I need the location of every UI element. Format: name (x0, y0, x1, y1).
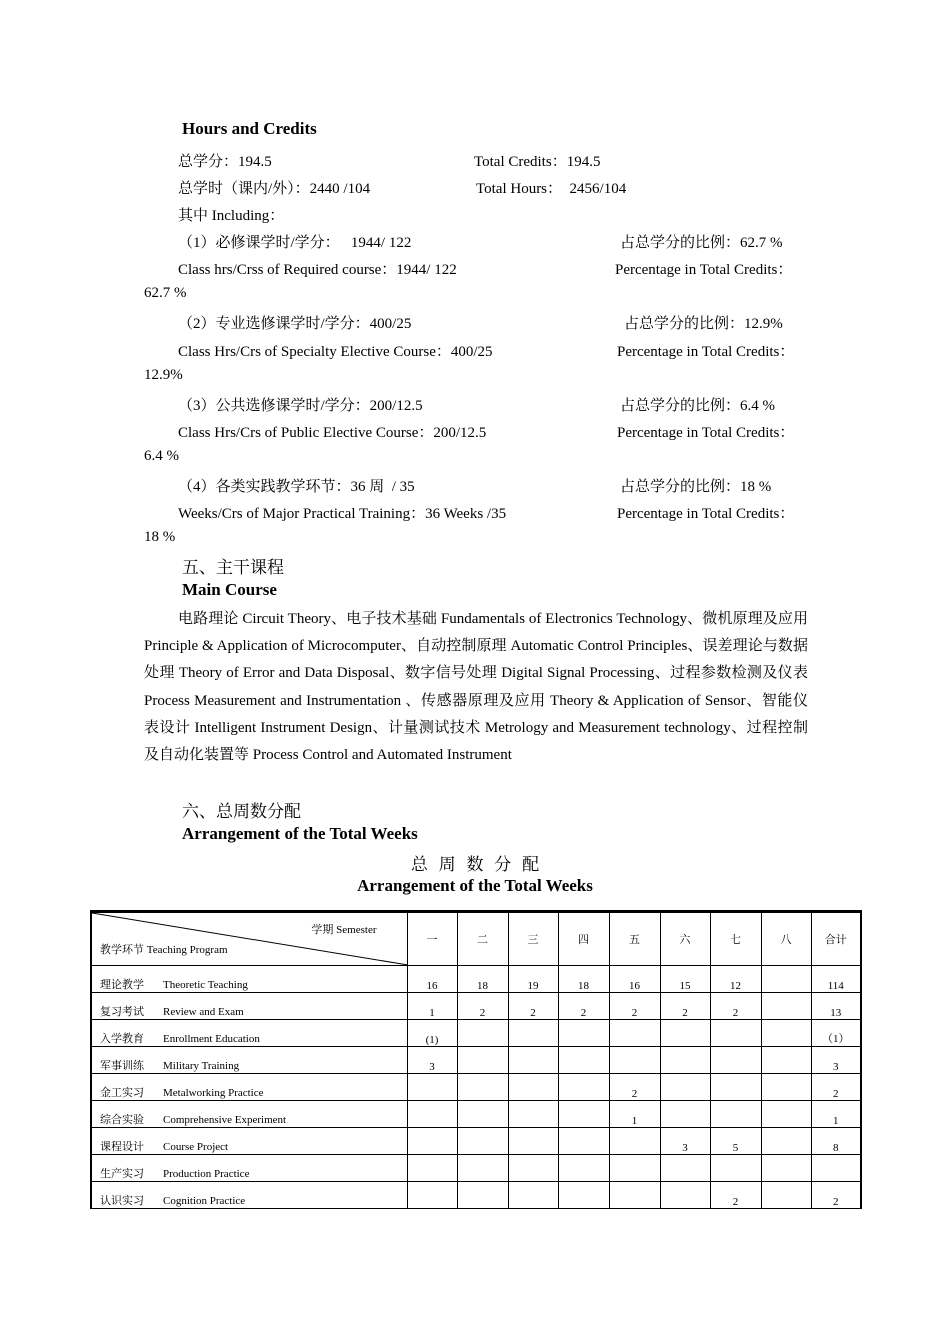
week-cell (761, 1020, 811, 1047)
week-cell (558, 1128, 609, 1155)
main-course-heading-cn: 五、主干课程 (182, 558, 284, 578)
row-label (91, 1155, 407, 1182)
credit-item-en: Class Hrs/Crs of Public Elective Course：200/12.5 (178, 425, 487, 441)
week-cell: 3 (407, 1047, 457, 1074)
week-cell (508, 1101, 558, 1128)
table-row (91, 966, 861, 993)
main-course-heading-en: Main Course (182, 580, 277, 599)
semester-header: 八 (761, 912, 811, 966)
credit-item-pct-value: 6.4 % (144, 448, 179, 464)
total-cell: （1） (811, 1020, 861, 1047)
row-label (91, 1047, 407, 1074)
credit-item-pct-value: 18 % (144, 529, 176, 545)
credit-item-pct-cn: 占总学分的比例：6.4 % (620, 398, 775, 414)
semester-header: 六 (660, 912, 710, 966)
row-label-cn: 认识实习 (100, 1195, 144, 1207)
row-label (91, 1101, 407, 1128)
weeks-table (90, 910, 862, 1209)
week-cell: 3 (660, 1128, 710, 1155)
credit-item-pct-value: 62.7 % (144, 285, 187, 301)
row-label-cn: 军事训练 (100, 1060, 144, 1072)
week-cell (558, 1074, 609, 1101)
week-cell (660, 1074, 710, 1101)
semester-header: 二 (457, 912, 508, 966)
row-label-en: Comprehensive Experiment (163, 1114, 287, 1126)
table-row (91, 1182, 861, 1209)
week-cell (457, 1047, 508, 1074)
week-cell: 1 (609, 1101, 660, 1128)
total-cell: 8 (811, 1128, 861, 1155)
week-cell: 2 (558, 993, 609, 1020)
week-cell: 12 (710, 966, 761, 993)
row-label (91, 1020, 407, 1047)
week-cell (609, 1020, 660, 1047)
week-cell (508, 1182, 558, 1209)
arrangement-heading-en: Arrangement of the Total Weeks (182, 824, 418, 843)
total-hours-en: Total Hours： 2456/104 (476, 181, 627, 197)
week-cell: 1 (407, 993, 457, 1020)
credit-item-pct-value: 12.9% (144, 367, 183, 383)
diagonal-header-cell (91, 912, 407, 966)
total-cell: 1 (811, 1101, 861, 1128)
row-label-cn: 理论教学 (100, 979, 144, 991)
table-row (91, 1155, 861, 1182)
row-label-cn: 复习考试 (100, 1006, 144, 1018)
credit-item-pct-cn: 占总学分的比例：12.9% (624, 316, 783, 332)
week-cell: (1) (407, 1020, 457, 1047)
week-cell (761, 966, 811, 993)
credit-item-en: Class hrs/Crss of Required course：1944/ 122 (178, 262, 457, 278)
week-cell (558, 1182, 609, 1209)
week-cell (508, 1128, 558, 1155)
row-label-cn: 综合实验 (100, 1114, 144, 1126)
semester-header: 一 (407, 912, 457, 966)
total-hours-cn: 总学时（课内/外）：2440 /104 (178, 181, 371, 197)
row-label (91, 1074, 407, 1101)
row-label-en: Cognition Practice (163, 1195, 246, 1207)
table-row (91, 1101, 861, 1128)
row-label-en: Production Practice (163, 1168, 250, 1180)
week-cell (761, 1155, 811, 1182)
week-cell (710, 1020, 761, 1047)
week-cell (558, 1047, 609, 1074)
week-cell (508, 1074, 558, 1101)
semester-header: 四 (558, 912, 609, 966)
table-row (91, 993, 861, 1020)
week-cell (407, 1155, 457, 1182)
week-cell (407, 1182, 457, 1209)
credit-item-pct-en: Percentage in Total Credits： (617, 425, 795, 441)
week-cell (710, 1155, 761, 1182)
table-row (91, 1020, 861, 1047)
row-label-en: Military Training (163, 1060, 240, 1072)
week-cell (710, 1047, 761, 1074)
week-cell (558, 1020, 609, 1047)
week-cell: 16 (407, 966, 457, 993)
row-label (91, 966, 407, 993)
row-label-en: Metalworking Practice (163, 1087, 264, 1099)
week-cell: 5 (710, 1128, 761, 1155)
header-semester: 学期 Semester (311, 924, 377, 936)
week-cell (660, 1101, 710, 1128)
credit-item-en: Weeks/Crs of Major Practical Training：36 Weeks /35 (178, 506, 507, 522)
week-cell (407, 1128, 457, 1155)
credit-item-pct-en: Percentage in Total Credits： (615, 262, 793, 278)
week-cell (761, 1182, 811, 1209)
arrangement-heading-cn: 六、总周数分配 (182, 802, 301, 822)
semester-header: 三 (508, 912, 558, 966)
row-label-cn: 课程设计 (100, 1141, 144, 1153)
table-row (91, 1074, 861, 1101)
credit-item-pct-en: Percentage in Total Credits： (617, 506, 795, 522)
week-cell (558, 1155, 609, 1182)
total-cell (811, 1155, 861, 1182)
credit-item-pct-cn: 占总学分的比例：18 % (620, 479, 772, 495)
credit-item-cn: （1）必修课学时/学分： 1944/ 122 (178, 235, 412, 251)
week-cell (407, 1101, 457, 1128)
week-cell (457, 1155, 508, 1182)
main-course-text: 电路理论 Circuit Theory、电子技术基础 Fundamentals of Electronics Technology、微机原理及应用 Principle & Application of Microcomputer、自动控制原理 Automatic Control Principles、误差理论与数据处理 Theory of Error and Data Disposal、数字信号处理 Digital Signal Processing、过程参数检测及仪表 Process Measurement and Instrumentation 、传感器原理及应用 Theory & Application of Sensor、智能仪表设计 Intelligent Instrument Design、计量测试技术 Metrology and Measurement technology、过程控制及自动化装置等 Process Control and Automated Instrument (144, 611, 808, 764)
table-title-cn: 总 周 数 分 配 (410, 855, 540, 875)
semester-header: 五 (609, 912, 660, 966)
row-label-en: Course Project (163, 1141, 229, 1153)
total-cell: 3 (811, 1047, 861, 1074)
week-cell: 18 (457, 966, 508, 993)
semester-header: 七 (710, 912, 761, 966)
week-cell (457, 1020, 508, 1047)
week-cell: 16 (609, 966, 660, 993)
week-cell (508, 1155, 558, 1182)
table-header-row (91, 912, 861, 966)
week-cell: 2 (609, 1074, 660, 1101)
week-cell (609, 1182, 660, 1209)
week-cell: 15 (660, 966, 710, 993)
week-cell (558, 1101, 609, 1128)
week-cell (761, 993, 811, 1020)
week-cell (609, 1128, 660, 1155)
row-label (91, 993, 407, 1020)
week-cell: 18 (558, 966, 609, 993)
credit-item-cn: （2）专业选修课学时/学分：400/25 (178, 316, 412, 332)
week-cell (508, 1020, 558, 1047)
row-label-en: Enrollment Education (163, 1033, 260, 1045)
week-cell (710, 1074, 761, 1101)
total-cell: 114 (811, 966, 861, 993)
credit-item-cn: （4）各类实践教学环节：36 周 / 35 (178, 479, 415, 495)
credit-item-pct-cn: 占总学分的比例：62.7 % (620, 235, 783, 251)
row-label (91, 1128, 407, 1155)
row-label-cn: 生产实习 (100, 1168, 144, 1180)
week-cell: 2 (457, 993, 508, 1020)
week-cell (457, 1182, 508, 1209)
week-cell: 2 (508, 993, 558, 1020)
row-label-cn: 金工实习 (100, 1087, 144, 1099)
table-row (91, 1128, 861, 1155)
row-label-cn: 入学教育 (100, 1033, 144, 1045)
credit-item-cn: （3）公共选修课学时/学分：200/12.5 (178, 398, 423, 414)
including-label: 其中 Including： (178, 208, 285, 224)
total-credits-cn: 总学分：194.5 (178, 154, 272, 170)
week-cell (660, 1182, 710, 1209)
week-cell (609, 1047, 660, 1074)
week-cell (761, 1047, 811, 1074)
row-label (91, 1182, 407, 1209)
hours-credits-heading: Hours and Credits (182, 119, 317, 138)
credit-item-pct-en: Percentage in Total Credits： (617, 344, 795, 360)
week-cell (457, 1128, 508, 1155)
week-cell (660, 1155, 710, 1182)
week-cell (457, 1074, 508, 1101)
total-header: 合计 (811, 912, 861, 966)
table-title-en: Arrangement of the Total Weeks (357, 876, 593, 895)
total-cell: 2 (811, 1182, 861, 1209)
table-row (91, 1047, 861, 1074)
week-cell (407, 1074, 457, 1101)
total-cell: 2 (811, 1074, 861, 1101)
week-cell: 2 (609, 993, 660, 1020)
row-label-en: Review and Exam (163, 1006, 244, 1018)
week-cell (660, 1047, 710, 1074)
week-cell: 2 (710, 1182, 761, 1209)
total-credits-en: Total Credits：194.5 (474, 154, 601, 170)
week-cell (710, 1101, 761, 1128)
header-program: 教学环节 Teaching Program (100, 944, 228, 956)
week-cell (508, 1047, 558, 1074)
credit-item-en: Class Hrs/Crs of Specialty Elective Course：400/25 (178, 344, 493, 360)
week-cell: 2 (660, 993, 710, 1020)
week-cell (761, 1128, 811, 1155)
week-cell (761, 1101, 811, 1128)
week-cell (457, 1101, 508, 1128)
total-cell: 13 (811, 993, 861, 1020)
week-cell: 2 (710, 993, 761, 1020)
week-cell (609, 1155, 660, 1182)
row-label-en: Theoretic Teaching (163, 979, 248, 991)
week-cell: 19 (508, 966, 558, 993)
week-cell (660, 1020, 710, 1047)
week-cell (761, 1074, 811, 1101)
